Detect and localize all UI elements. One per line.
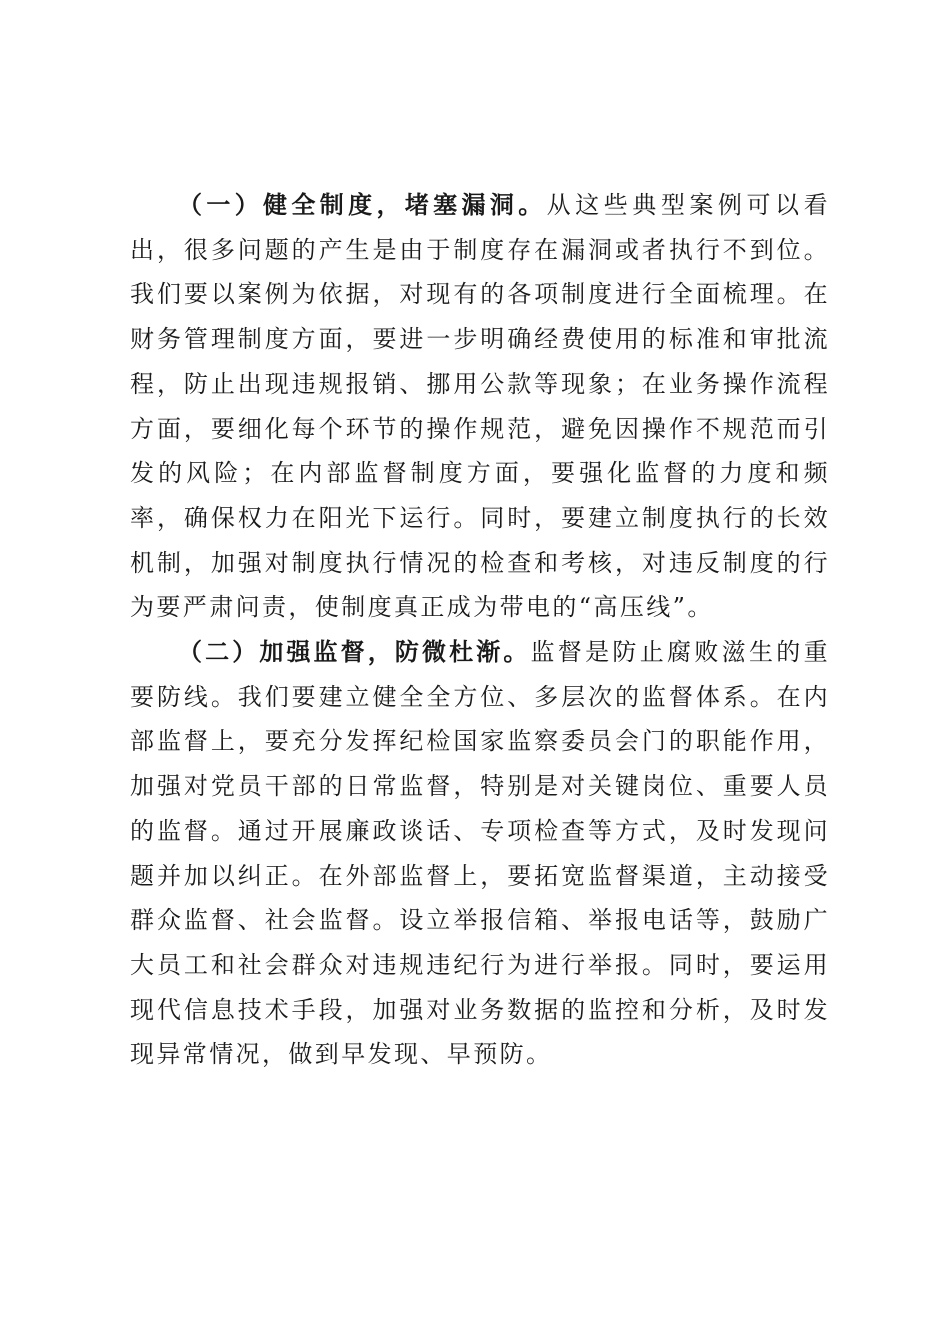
paragraph-1 — [130, 183, 830, 630]
paragraph-2-heading: （二）加强监督，防微杜渐。 — [178, 638, 531, 667]
paragraph-1-heading: （一）健全制度，堵塞漏洞。 — [178, 191, 547, 219]
document-body — [130, 183, 830, 1077]
paragraph-2-text: 监督是防止腐败滋生的重要防线。我们要建立健全全方位、多层次的监督体系。在内部监督上，要充分发挥纪检国家监察委员会门的职能作用，加强对党员干部的日常监督，特别是对关键岗位、重要人员的监督。通过开展廉政谈话、专项检查等方式，及时发现问题并加以纠正。在外部监督上，要拓宽监督渠道，主动接受群众监督、社会监督。设立举报信箱、举报电话等，鼓励广大员工和社会群众对违规违纪行为进行举报。同时，要运用现代信息技术手段，加强对业务数据的监控和分析，及时发现异常情况，做到早发现、早预防。 — [130, 638, 830, 1069]
paragraph-1-text: 从这些典型案例可以看出，很多问题的产生是由于制度存在漏洞或者执行不到位。我们要以案例为依据，对现有的各项制度进行全面梳理。在财务管理制度方面，要进一步明确经费使用的标准和审批流程，防止出现违规报销、挪用公款等现象；在业务操作流程方面，要细化每个环节的操作规范，避免因操作不规范而引发的风险；在内部监督制度方面，要强化监督的力度和频率，确保权力在阳光下运行。同时，要建立制度执行的长效机制，加强对制度执行情况的检查和考核，对违反制度的行为要严肃问责，使制度真正成为带电的“高压线”。 — [130, 191, 830, 622]
paragraph-2 — [130, 630, 830, 1077]
